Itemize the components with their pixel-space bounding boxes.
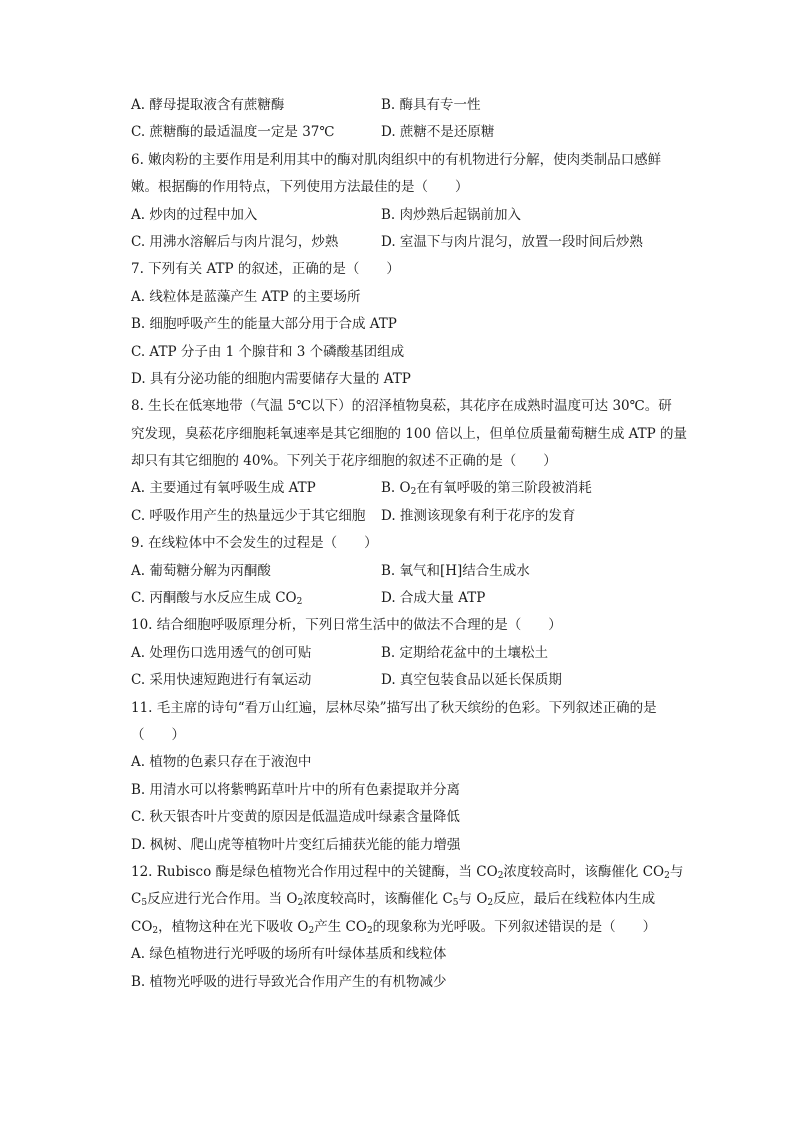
q12-l2-e: 反应，最后在线粒体内生成 <box>493 891 656 908</box>
q12-l1-a: 12. Rubisco 酶是绿色植物光合作用过程中的关键酶，当 CO <box>131 863 498 880</box>
q12-l3-sub-1: 2 <box>152 925 159 936</box>
q11-option-d-row <box>131 832 671 859</box>
q9-option-c-subscript: 2 <box>296 597 303 608</box>
q10-stem-line <box>131 612 671 639</box>
q11-option-a[interactable]: A. 植物的色素只存在于液泡中 <box>131 754 312 771</box>
q10-option-a[interactable]: A. 处理伤口选用透气的创可贴 <box>131 644 312 661</box>
q7-option-a-row <box>131 284 671 311</box>
q10-options-row-1 <box>131 640 671 667</box>
q5-option-b[interactable]: B. 酶具有专一性 <box>381 97 481 113</box>
q12-l1-sub-1: 2 <box>497 870 504 881</box>
q12-l2-a: C <box>131 891 142 908</box>
q10-option-c[interactable]: C. 采用快速短跑进行有氧运动 <box>131 672 312 689</box>
q6-option-c[interactable]: C. 用沸水溶解后与肉片混匀，炒熟 <box>131 233 339 250</box>
q8-stem-text-2: 究发现，臭菘花序细胞耗氧速率是其它细胞的 100 倍以上，但单位质量葡萄糖生成 ATP 的量 <box>131 425 688 442</box>
q8-option-b-post: 在有氧呼吸的第三阶段被消耗 <box>416 480 592 497</box>
q5-option-a[interactable]: A. 酵母提取液含有蔗糖酶 <box>131 97 285 113</box>
q9-option-a[interactable]: A. 葡萄糖分解为丙酮酸 <box>131 562 271 579</box>
q12-l2-sub-3: 5 <box>452 898 459 909</box>
q9-stem-text: 9. 在线粒体中不会发生的过程是（ ） <box>131 535 378 552</box>
q6-option-b[interactable]: B. 肉炒熟后起锅前加入 <box>381 206 522 223</box>
q12-stem-line-3 <box>131 914 671 941</box>
q6-stem-line-1 <box>131 147 671 174</box>
q12-l3-d: 的现象称为光呼吸。下列叙述错误的是（ ） <box>372 918 657 935</box>
q12-option-b[interactable]: B. 植物光呼吸的进行导致光合作用产生的有机物减少 <box>131 973 447 990</box>
q7-stem-line <box>131 256 671 283</box>
q11-option-a-row <box>131 749 671 776</box>
q10-option-b[interactable]: B. 定期给花盆中的土壤松土 <box>381 644 549 661</box>
q12-stem-text-2 <box>131 886 655 913</box>
q11-stem-line-2 <box>131 722 671 749</box>
q9-options-row-2 <box>131 585 671 612</box>
q7-stem-text: 7. 下列有关 ATP 的叙述，正确的是（ ） <box>131 261 400 278</box>
exam-page <box>131 92 688 996</box>
q12-l3-b: ，植物这种在光下吸收 O <box>158 918 309 935</box>
q12-stem-line-2 <box>131 886 671 913</box>
q8-option-b[interactable] <box>381 475 592 502</box>
q12-l3-a: CO <box>131 918 153 935</box>
q11-option-c-row <box>131 804 671 831</box>
q9-options-row-1 <box>131 558 671 585</box>
q12-stem-text-1 <box>131 859 683 886</box>
q8-option-a[interactable]: A. 主要通过有氧呼吸生成 ATP <box>131 480 316 497</box>
q11-option-b[interactable]: B. 用清水可以将紫鸭跖草叶片中的所有色素提取并分离 <box>131 781 461 798</box>
q12-l3-sub-2: 2 <box>308 925 315 936</box>
q11-option-c[interactable]: C. 秋天银杏叶片变黄的原因是低温造成叶绿素含量降低 <box>131 809 460 826</box>
q12-l1-c: 与 <box>669 863 684 880</box>
q8-options-row-1 <box>131 475 671 502</box>
q6-stem-line-2 <box>131 174 671 201</box>
q9-option-b[interactable]: B. 氧气和[H]结合生成水 <box>381 562 530 579</box>
q9-option-c-pre: C. 丙酮酸与水反应生成 CO <box>131 590 297 607</box>
q5-option-c[interactable]: C. 蔗糖酶的最适温度一定是 37℃ <box>131 124 335 141</box>
q12-l2-c: 浓度较高时，该酶催化 C <box>303 891 453 908</box>
q12-option-a[interactable]: A. 绿色植物进行光呼吸的场所有叶绿体基质和线粒体 <box>131 946 447 963</box>
q11-option-b-row <box>131 777 671 804</box>
q7-option-d-row <box>131 366 671 393</box>
q12-l2-b: 反应进行光合作用。当 O <box>147 891 298 908</box>
q7-option-d[interactable]: D. 具有分泌功能的细胞内需要储存大量的 ATP <box>131 370 411 387</box>
q6-options-row-2 <box>131 229 671 256</box>
q6-stem-text-1: 6. 嫩肉粉的主要作用是利用其中的酶对肌肉组织中的有机物进行分解，使肉类制品口感鲜 <box>131 151 662 168</box>
q7-option-c-row <box>131 339 671 366</box>
q12-l2-d: 与 O <box>458 891 488 908</box>
q12-stem-line-1 <box>131 859 684 886</box>
q7-option-c[interactable]: C. ATP 分子由 1 个腺苷和 3 个磷酸基团组成 <box>131 343 405 360</box>
q12-l1-b: 浓度较高时，该酶催化 CO <box>503 863 665 880</box>
q6-options-row-1 <box>131 202 671 229</box>
q8-stem-text-3: 却只有其它细胞的 40%。下列关于花序细胞的叙述不正确的是（ ） <box>131 453 557 470</box>
q6-stem-text-2: 嫩。根据酶的作用特点，下列使用方法最佳的是（ ） <box>131 179 469 196</box>
q12-l2-sub-4: 2 <box>487 898 494 909</box>
q5-options-row-1 <box>131 92 671 119</box>
q10-stem-text: 10. 结合细胞呼吸原理分析，下列日常生活中的做法不合理的是（ ） <box>131 617 562 634</box>
q8-option-b-subscript: 2 <box>410 487 417 498</box>
q6-option-d[interactable]: D. 室温下与肉片混匀，放置一段时间后炒熟 <box>381 233 643 250</box>
q10-options-row-2 <box>131 667 671 694</box>
q8-option-d[interactable]: D. 推测该现象有利于花序的发育 <box>381 507 576 524</box>
q7-option-b-row <box>131 311 671 338</box>
q7-option-a[interactable]: A. 线粒体是蓝藻产生 ATP 的主要场所 <box>131 288 361 305</box>
q5-option-d[interactable]: D. 蔗糖不是还原糖 <box>381 124 495 141</box>
q11-stem-text-2: （ ） <box>131 726 185 743</box>
q9-stem-line <box>131 530 671 557</box>
q10-option-d[interactable]: D. 真空包装食品以延长保质期 <box>381 672 562 689</box>
q12-option-b-row <box>131 969 671 996</box>
q8-option-b-pre: B. O <box>381 480 411 497</box>
q11-stem-line-1 <box>131 695 671 722</box>
q9-option-d[interactable]: D. 合成大量 ATP <box>381 590 486 607</box>
q8-stem-line-2 <box>131 421 688 448</box>
q12-l1-sub-2: 2 <box>664 870 670 881</box>
q9-option-c[interactable] <box>131 585 302 612</box>
q5-options-row-2 <box>131 119 671 146</box>
q8-stem-line-1 <box>131 393 671 420</box>
q12-l3-c: 产生 CO <box>314 918 367 935</box>
q12-option-a-row <box>131 941 671 968</box>
q8-stem-text-1: 8. 生长在低寒地带（气温 5℃以下）的沼泽植物臭菘，其花序在成熟时温度可达 30℃。研 <box>131 398 672 415</box>
q12-l2-sub-2: 2 <box>297 898 304 909</box>
q8-option-c[interactable]: C. 呼吸作用产生的热量远少于其它细胞 <box>131 507 366 524</box>
q11-stem-text-1: 11. 毛主席的诗句“看万山红遍，层林尽染”描写出了秋天缤纷的色彩。下列叙述正确的是 <box>131 699 657 716</box>
q11-option-d[interactable]: D. 枫树、爬山虎等植物叶片变红后捕获光能的能力增强 <box>131 836 461 853</box>
q6-option-a[interactable]: A. 炒肉的过程中加入 <box>131 206 258 223</box>
q8-stem-line-3 <box>131 448 671 475</box>
q12-stem-text-3 <box>131 914 656 941</box>
q12-l2-sub-1: 5 <box>141 898 148 909</box>
q7-option-b[interactable]: B. 细胞呼吸产生的能量大部分用于合成 ATP <box>131 316 397 333</box>
q8-options-row-2 <box>131 503 671 530</box>
q12-l3-sub-3: 2 <box>366 925 373 936</box>
